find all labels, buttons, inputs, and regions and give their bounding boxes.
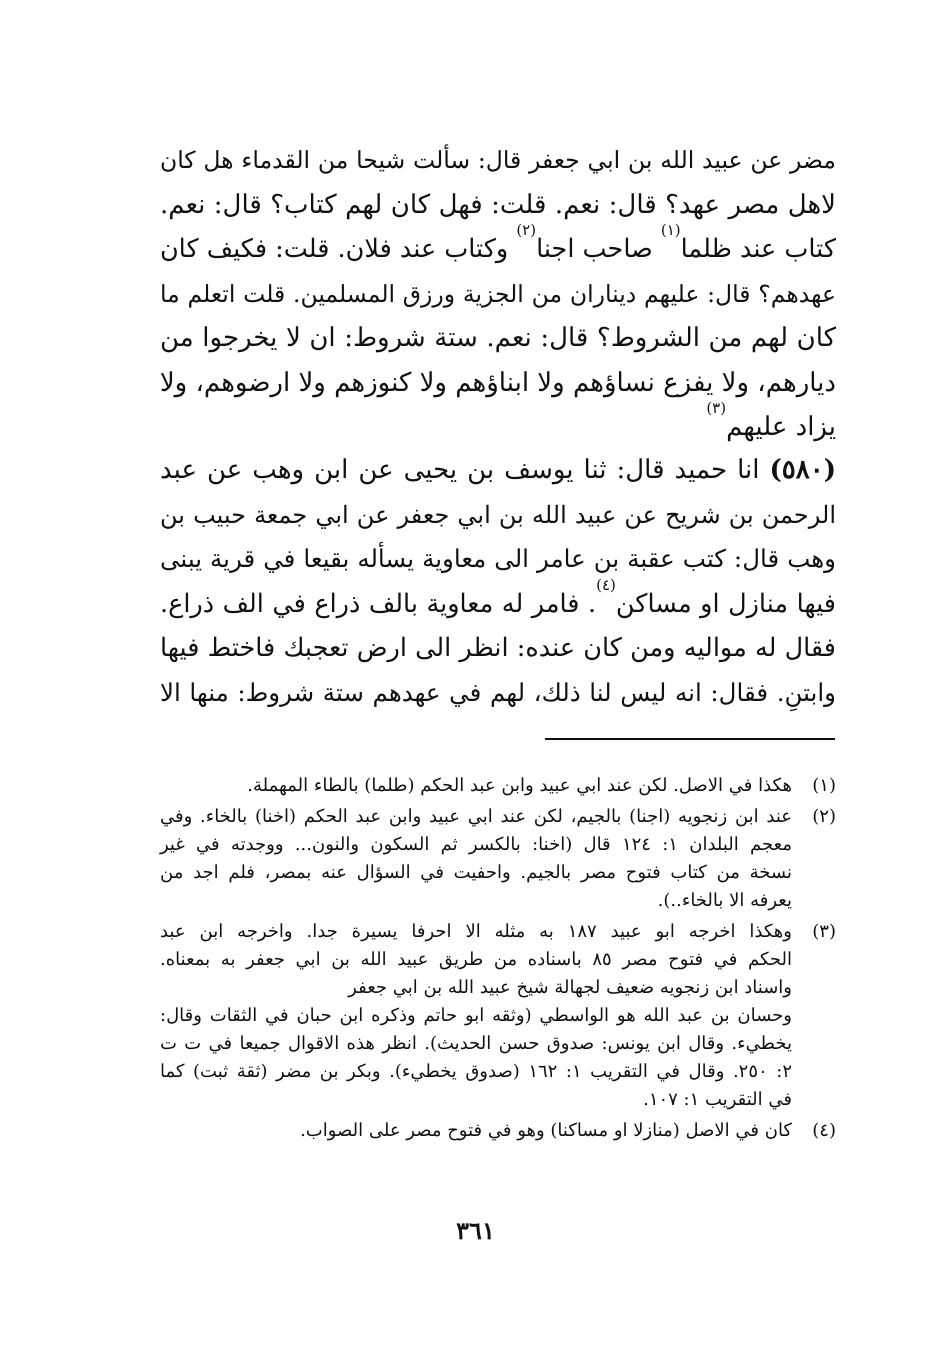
paragraph-2-text: انا حميد قال: ثنا يوسف بن يحيى عن ابن وهب عن عبد (160, 455, 770, 485)
footnote-line: يخطيء. وقال ابن يونس: صدوق حسن الحديث). انظر هذه الاقوال جميعا في ت ت (160, 1033, 792, 1054)
footnote-marker-1[interactable]: (١) (660, 221, 681, 239)
paragraph-2-line: وهب قال: كتب عقبة بن عامر الى معاوية يسأله بقيعا في قرية يبنى (160, 544, 836, 573)
footnote-number: (٢) (812, 806, 836, 827)
paragraph-2-text: . فامر له معاوية بالف ذراع في الف ذراع. (160, 588, 597, 619)
entry-number: (٥٨٠) (769, 455, 836, 485)
paragraph-1-line: كان لهم من الشروط؟ قال: نعم. ستة شروط: ان لا يخرجوا من (160, 323, 836, 353)
paragraph-1-line (159, 221, 836, 272)
paragraph-1-text: صاحب اجنا (536, 234, 661, 264)
footnote-body (160, 1117, 792, 1145)
paragraph-1-line: مضر عن عبيد الله بن ابي جعفر قال: سألت شيحا من القدماء هل كان (160, 146, 836, 174)
footnote-4 (160, 1117, 836, 1145)
paragraph-2-line: فقال له مواليه ومن كان عنده: انظر الى ارض تعجبك فاختط فيها (160, 633, 836, 663)
footnote-body (160, 772, 792, 800)
footnote-1 (160, 772, 836, 800)
footnote-line: وحسان بن عبد الله هو الواسطي (وثقه ابو حاتم وذكره ابن حبان في الثقات وقال: (160, 1005, 792, 1026)
paragraph-1-text: يزاد عليهم (726, 412, 836, 442)
footnote-marker-3[interactable]: (٣) (706, 399, 727, 417)
footnote-3 (160, 918, 836, 1114)
paragraph-2-line: الرحمن بن شريح عن عبيد الله بن ابي جعفر عن ابي جمعة حبيب بن (160, 500, 836, 529)
paragraph-1 (160, 138, 836, 450)
paragraph-1-line: لاهل مصر عهد؟ قال: نعم. قلت: فهل كان لهم كتاب؟ قال: نعم. (160, 189, 836, 220)
footnote-number: (١) (812, 775, 836, 796)
paragraph-1-line: ديارهم، ولا يفزع نساؤهم ولا ابناؤهم ولا كنوزهم ولا ارضوهم، ولا (159, 367, 836, 398)
footnote-line: هكذا في الاصل. لكن عند ابي عبيد وابن عبد الحكم (طلما) بالطاء المهملة. (247, 775, 792, 796)
page-number: ٣٦١ (456, 1216, 495, 1245)
footnote-line: الحكم في فتوح مصر ٨٥ باسناده من طريق عبيد الله بن ابي جعفر به بمعناه. (160, 949, 793, 970)
footnote-line: وهكذا اخرجه ابو عبيد ١٨٧ به مثله الا احرفا يسيرة جدا. واخرجه ابن عبد (160, 921, 792, 942)
footnote-line: في التقريب ١: ١٠٧. (643, 1089, 792, 1110)
footnote-line: كان في الاصل (منازلا او مساكنا) وهو في فتوح مصر على الصواب. (300, 1120, 792, 1141)
footnote-line: معجم البلدان ١: ١٢٤ قال (اخنا: بالكسر ثم السكون والنون... ووجدته في غير (160, 834, 792, 855)
footnote-number: (٤) (812, 1120, 836, 1141)
footnote-line: واسناد ابن زنجويه ضعيف لجهالة شيخ عبيد الله بن ابي جعفر (348, 977, 792, 998)
paragraph-2 (160, 448, 836, 715)
footnote-marker-2[interactable]: (٢) (516, 221, 537, 239)
footnotes-section (160, 772, 836, 1148)
paragraph-2-text: فيها منازل او مساكن (615, 588, 836, 619)
paragraph-2-line: وابتنِ. فقال: انه ليس لنا ذلك، لهم في عهدهم ستة شروط: منها الا (160, 677, 836, 707)
footnote-number: (٣) (812, 921, 836, 942)
paragraph-1-text: كتاب عند ظلما (680, 234, 836, 264)
paragraph-1-text: وكتاب عند فلان. قلت: فكيف كان (159, 234, 517, 264)
footnote-line: يعرفه الا بالخاء..). (657, 890, 792, 911)
footnote-body (160, 803, 792, 915)
footnote-line: عند ابن زنجويه (اجنا) بالجيم، لكن عند ابي عبيد وابن عبد الحكم (اخنا) بالخاء. وفي (160, 806, 792, 827)
paragraph-2-line (160, 575, 836, 627)
paragraph-2-line (160, 448, 836, 493)
paragraph-1-line: عهدهم؟ قال: عليهم ديناران من الجزية ورزق المسلمين. قلت اتعلم ما (160, 279, 836, 308)
footnote-line: ٢: ٢٥٠. وقال في التقريب ١: ١٦٢ (صدوق يخطيء). وبكر بن مضر (ثقة ثبت) كما (160, 1061, 792, 1082)
footnote-separator (545, 738, 835, 740)
footnote-line: نسخة من كتاب فتوح مصر بالجيم. واحفيت في السؤال عنه بمصر، فلم اجد من (160, 862, 792, 883)
paragraph-1-line (160, 399, 836, 450)
footnote-2 (160, 803, 836, 915)
footnote-marker-4[interactable]: (٤) (596, 575, 616, 594)
footnote-body (160, 918, 792, 1114)
